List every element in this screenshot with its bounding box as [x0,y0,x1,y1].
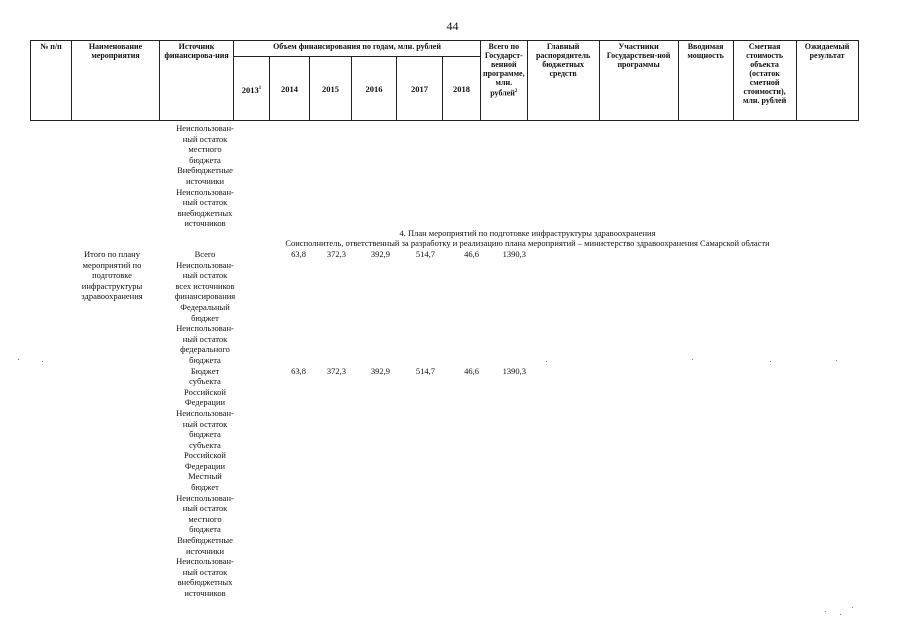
regional-2018: 46,6 [464,366,479,376]
page-number: 44 [446,19,459,33]
scan-speck [692,359,693,360]
source-line: Неиспользован- [176,492,234,503]
header-col-estimate: Сметная стоимость объекта (остаток сметной стоимости), млн. рублей [733,41,796,121]
regional-2017: 514,7 [415,366,435,376]
header-col-main-distributor: Главный распорядитель бюджетных средств [527,41,599,121]
total-2015: 372,3 [326,249,346,259]
source-line: Неиспользован- [176,556,234,567]
source-line: ный остаток [182,418,228,429]
top-source-line: ный остаток [182,197,228,208]
source-line: Бюджет [190,365,220,376]
header-col-source: Источник финансирова-ния [160,41,234,121]
regional-2014: 63,8 [291,366,306,376]
section-subtitle: Соисполнитель, ответственный за разработку и реализацию плана мероприятий – министерство здравоохранения Самарской области [285,238,770,248]
header-col-volume: Объем финансирования по годам, млн. рублей [234,41,481,57]
scan-speck [42,361,43,362]
header-year-2013-footnote: 1 [258,85,262,91]
source-list [166,249,244,599]
header-year-2013 [234,57,270,121]
source-line: бюджета [189,429,221,440]
total-2017: 514,7 [415,249,435,259]
top-source-line: бюджета [189,154,221,165]
section-title: 4. План мероприятий по подготовке инфраструктуры здравоохранения [399,228,656,238]
scan-speck [825,611,826,612]
source-line: бюджета [189,354,221,365]
total-sum: 1390,3 [502,249,526,259]
regional-2016: 392,9 [370,366,390,376]
source-line: местного [188,513,222,524]
scan-speck [770,361,771,362]
header-col-total-footnote: 2 [514,89,518,94]
source-line: субъекта [189,439,221,450]
top-source-line: Неиспользован- [176,123,234,133]
header-year-2016: 2016 [352,57,397,121]
source-line: Неиспользован- [176,259,234,270]
source-line: Федерации [184,397,226,408]
top-source-list [166,123,244,229]
top-source-line: источников [184,218,226,229]
header-year-2014: 2014 [270,57,310,121]
source-line: Всего [194,249,216,259]
scan-speck [836,360,837,361]
source-line: Неиспользован- [176,407,234,418]
source-line: федерального [180,344,230,355]
source-line: Российской [184,386,226,397]
top-source-line: внебюджетных [177,207,233,218]
top-source-line: Внебюджетные [177,165,233,176]
source-line: бюджет [191,312,219,323]
total-2016: 392,9 [370,249,390,259]
header-year-2015: 2015 [310,57,352,121]
header-year-2018: 2018 [443,57,481,121]
top-source-line: Неиспользован- [176,186,234,197]
source-line: Внебюджетные [177,535,233,546]
source-line: ный остаток [182,503,228,514]
header-col-total-label: Всего по Государст-венной программе, млн. рублей [483,42,525,98]
source-line: бюджета [189,524,221,535]
source-line: ный остаток [182,270,228,281]
header-col-participants: Участники Государствен-ной программы [599,41,678,121]
source-line: финансирования [174,291,236,302]
source-line: Федеральный [180,301,230,312]
total-2018: 46,6 [464,249,479,259]
source-line: Российской [184,450,226,461]
header-col-num: № п/п [31,41,72,121]
regional-2015: 372,3 [326,366,346,376]
source-line: Неиспользован- [176,323,234,334]
source-line: субъекта [189,376,221,387]
header-col-result: Ожидаемый результат [796,41,858,121]
scan-speck [840,614,841,615]
header-col-capacity: Вводимая мощность [678,41,733,121]
source-line: ный остаток [182,566,228,577]
table-header [30,40,859,121]
source-line: бюджет [191,482,219,493]
header-year-2017: 2017 [397,57,443,121]
header-col-name: Наименование мероприятия [72,41,160,121]
total-2014: 63,8 [291,249,306,259]
top-source-line: источники [185,175,224,186]
scan-speck [18,359,19,360]
top-source-line: местного [188,144,222,155]
source-line: источники [185,545,224,556]
scan-speck [546,361,547,362]
header-col-total [481,41,528,121]
top-source-line: ный остаток [182,133,228,144]
scan-speck [852,607,853,608]
itogo-label: Итого по плану мероприятий по подготовке инфраструктуры здравоохранения [81,249,143,302]
source-line: ный остаток [182,333,228,344]
regional-sum: 1390,3 [502,366,526,376]
header-year-2013-label: 2013 [241,84,259,95]
source-line: всех источников [175,280,235,291]
source-line: Федерации [184,460,226,471]
source-line: внебюджетных [177,577,233,588]
source-line: источников [184,588,226,598]
source-line: Местный [188,471,222,482]
